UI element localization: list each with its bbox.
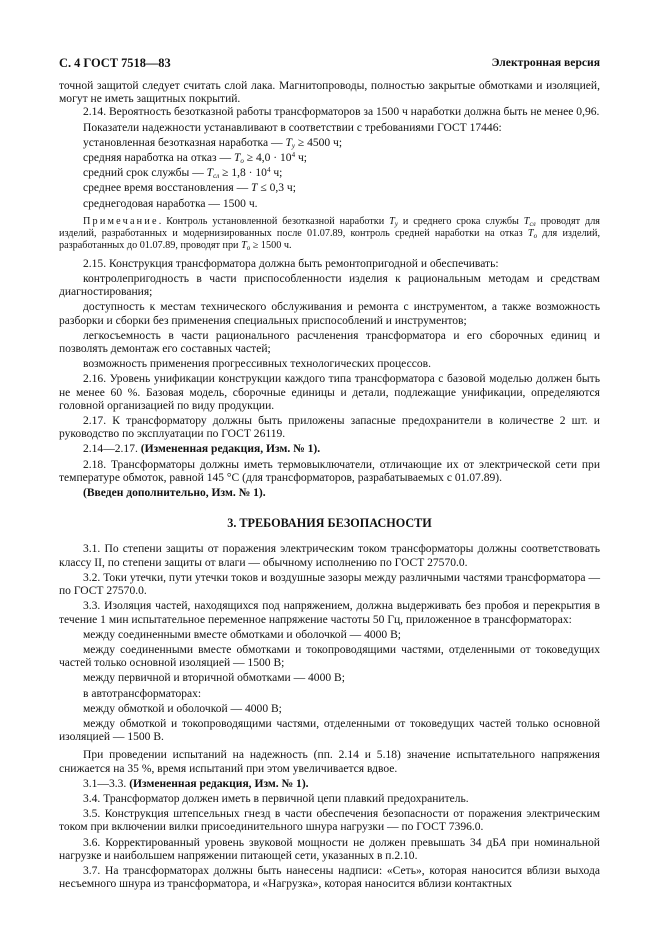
reliability-item: среднегодовая наработка — 1500 ч. [83,197,258,210]
paragraph-2-15-a: контролепригодность в части приспособленности изделия к рациональным методам и средствам диагностирования; [59,273,600,299]
paragraph-continuation: точной защитой следует считать слой лака. Магнитопроводы, полностью закрытые обмотками и изоляцией, могут не иметь защитных покрытий. [59,80,600,106]
document-body [59,80,600,891]
paragraph-2-15-b: доступность к местам технического обслуживания и ремонта с инструментом, а также возможность разборки и сборки без применения специальных приспособлений и инструментов; [59,301,600,327]
reliability-item: средняя наработка на отказ — $T_о \ge 4,0 \cdot 10^4$ ч; [83,151,307,166]
paragraph-2-15-d: возможность применения прогрессивных технологических процессов. [83,358,431,371]
paragraph-3-3-a: между соединенными вместе обмотками и оболочкой — 4000 В; [83,628,401,641]
paragraph-2-16: 2.16. Уровень унификации конструкции каждого типа трансформатора с базовой моделью должен быть не менее 60 %. Базовая модель, сборочные единицы и детали, подлежащие унификации, определяются головной организацией по виду продукции. [59,373,600,412]
paragraph-3-7: 3.7. На трансформаторах должны быть нанесены надписи: «Сеть», которая наносится вблизи выхода несъемного шнура из трансформатора, и «Нагрузка», которая наносится вблизи контактных [59,864,600,891]
amendment-2-18: (Введен дополнительно, Изм. № 1). [83,487,266,500]
paragraph-3-1: 3.1. По степени защиты от поражения электрическим током трансформаторы должны соответствовать классу II, по степени защиты от влаги — обычному исполнению по ГОСТ 27570.0. [59,543,600,569]
paragraph-3-3-b: между соединенными вместе обмотками и токопроводящими частями, отделенными от токоведущих частей только основной изоляцией — 1500 В; [59,643,600,670]
section-3-title: 3. ТРЕБОВАНИЯ БЕЗОПАСНОСТИ [227,516,432,531]
note-paragraph: Примечание. Контроль установленной безотказной наработки $T_у$ и среднего срока службы $T_{сл}$ проводят для изделий, разработанных и модернизированных после 01.07.89, контроль средней наработки на отказ $T_о$ для изделий, разработанных до 01.07.89, проводят при $T_о \ge 1500$ ч. [59,215,601,252]
reliability-item: среднее время восстановления — T ≤ 0,3 ч; [83,182,296,195]
paragraph-2-18: 2.18. Трансформаторы должны иметь термовыключатели, отличающие их от электрической сети при температуре обмоток, равной 145 °С (для трансформаторов, разрабатываемых с 01.07.89). [59,458,600,484]
paragraph-2-17: 2.17. К трансформатору должны быть приложены запасные предохранители в количестве 2 шт. и руководство по эксплуатации по ГОСТ 26119. [59,415,600,441]
paragraph-3-3-f: между обмоткой и токопроводящими частями, отделенными от токоведущих частей только основной изоляцией — 1500 В. [59,717,600,744]
amendment-3-1-3-3: 3.1—3.3. (Измененная редакция, Изм. № 1). [83,777,309,790]
paragraph-3-3-g: При проведении испытаний на надежность (пп. 2.14 и 5.18) значение испытательного напряжения снижается на 35 %, время испытаний при этом увеличивается вдвое. [59,749,600,775]
page-number-standard: С. 4 ГОСТ 7518—83 [59,56,171,70]
reliability-item: установленная безотказная наработка — $T_у \ge 4500$ ч; [83,136,343,150]
reliability-intro: Показатели надежности устанавливают в соответствии с требованиями ГОСТ 17446: [83,121,502,134]
paragraph-3-4: 3.4. Трансформатор должен иметь в первичной цепи плавкий предохранитель. [83,792,469,805]
paragraph-2-15-c: легкосъемность в части рационального расчленения трансформатора и его сборочных единиц и позволять демонтаж его составных частей; [59,329,600,356]
electronic-version-label: Электронная версия [491,56,600,69]
paragraph-3-3-d: в автотрансформаторах: [83,687,202,700]
paragraph-2-14: 2.14. Вероятность безотказной работы трансформаторов за 1500 ч наработки должна быть не менее 0,96. [83,106,600,119]
paragraph-3-2: 3.2. Токи утечки, пути утечки токов и воздушные зазоры между различными частями трансформатора — по ГОСТ 27570.0. [59,571,600,598]
reliability-item: средний срок службы — $T_{сл} \ge 1,8 \cdot 10^4$ ч; [83,166,283,181]
amendment-2-14-2-17: 2.14—2.17. (Измененная редакция, Изм. № 1). [83,443,321,456]
paragraph-2-15: 2.15. Конструкция трансформатора должна быть ремонтопригодной и обеспечивать: [83,257,499,270]
paragraph-3-5: 3.5. Конструкция штепсельных гнезд в части обеспечения безопасности от поражения электрическим током при включении вилки присоединительного шнура нагрузки — по ГОСТ 7396.0. [59,808,600,834]
paragraph-3-3-e: между обмоткой и оболочкой — 4000 В; [83,702,282,715]
paragraph-3-6: 3.6. Корректированный уровень звуковой мощности не должен превышать 34 дБА при номинальной нагрузке и наибольшем напряжении питающей сети, указанных в п.2.10. [59,836,600,862]
paragraph-3-3-c: между первичной и вторичной обмотками — 4000 В; [83,672,345,685]
page-header [59,56,600,70]
paragraph-3-3: 3.3. Изоляция частей, находящихся под напряжением, должна выдерживать без пробоя и перекрытия в течение 1 мин испытательное переменное напряжение частоты 50 Гц, приложенное в трансформаторах: [59,600,600,626]
